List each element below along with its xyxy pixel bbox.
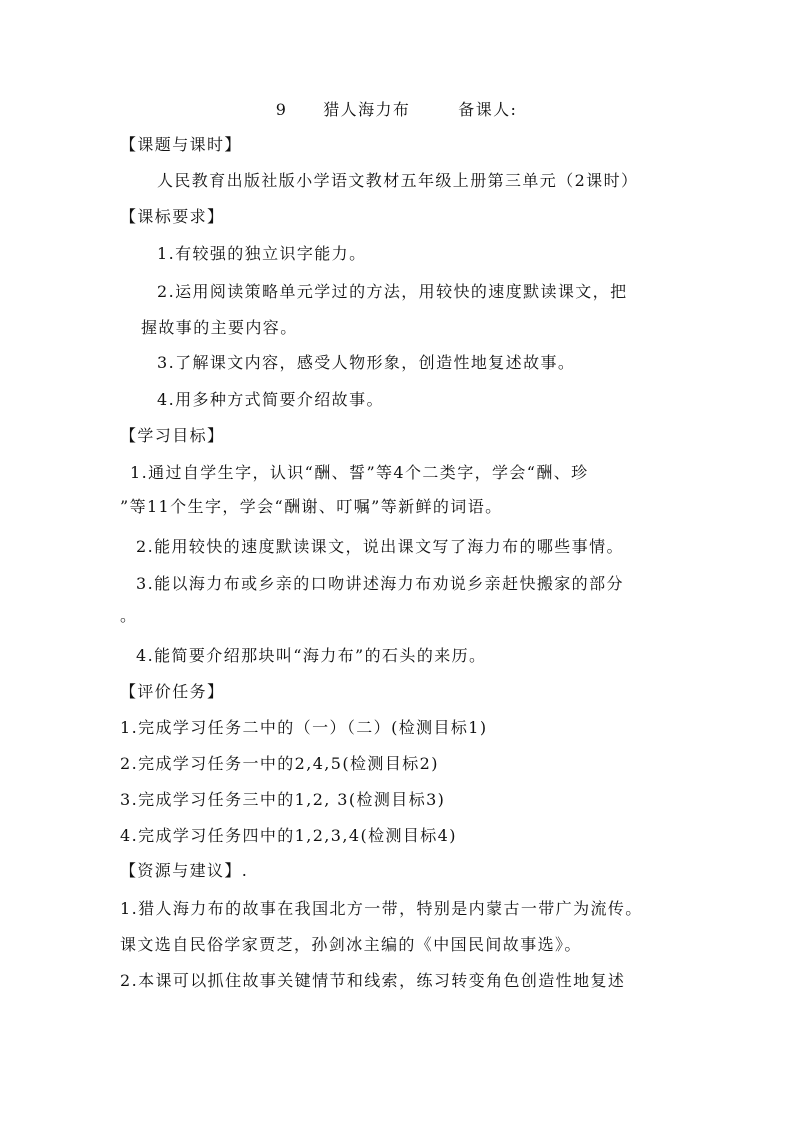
goal-item: 2.能用较快的速度默读课文，说出课文写了海力布的哪些事情。 (136, 537, 624, 556)
lesson-name: 猎人海力布 (323, 100, 411, 119)
section-heading-resources: 【资源与建议】. (120, 861, 249, 880)
goal-item: 1.通过自学生字，认识“酬、誓”等4个二类字，学会“酬、珍 (130, 463, 589, 482)
standard-item-continued: 握故事的主要内容。 (141, 318, 298, 337)
eval-item: 4.完成学习任务四中的1,2,3,4(检测目标4) (120, 826, 457, 845)
preparer-label: 备课人: (458, 100, 518, 119)
standard-item: 1.有较强的独立识字能力。 (157, 244, 367, 263)
resource-item: 1.猎人海力布的故事在我国北方一带，特别是内蒙古一带广为流传。 (120, 899, 643, 918)
section-heading-topic: 【课题与课时】 (120, 135, 242, 154)
standard-item: 2.运用阅读策略单元学过的方法，用较快的速度默读课文，把 (157, 282, 628, 301)
eval-item: 3.完成学习任务三中的1,2, 3(检测目标3) (120, 790, 446, 809)
goal-item-continued: 。 (120, 606, 138, 625)
section-heading-eval: 【评价任务】 (120, 682, 225, 701)
goal-item: 4.能简要介绍那块叫“海力布”的石头的来历。 (136, 646, 487, 665)
standard-item: 4.用多种方式简要介绍故事。 (157, 390, 384, 409)
goal-item: 3.能以海力布或乡亲的口吻讲述海力布劝说乡亲赶快搬家的部分 (136, 574, 624, 593)
section-heading-standards: 【课标要求】 (120, 207, 225, 226)
resource-item: 2.本课可以抓住故事关键情节和线索，练习转变角色创造性地复述 (120, 971, 626, 990)
standard-item: 3.了解课文内容，感受人物形象，创造性地复述故事。 (157, 353, 576, 372)
eval-item: 1.完成学习任务二中的（一）（二）(检测目标1) (120, 718, 488, 737)
resource-item-continued: 课文选自民俗学家贾芝，孙剑冰主编的《中国民间故事选》。 (120, 935, 582, 954)
section-heading-goals: 【学习目标】 (120, 426, 225, 445)
goal-item-continued: ”等11个生字，学会“酬谢、叮嘱”等新鲜的词语。 (120, 497, 503, 516)
lesson-number: 9 (275, 100, 288, 119)
topic-text: 人民教育出版社版小学语文教材五年级上册第三单元（2课时） (157, 171, 639, 190)
page-title (0, 99, 793, 121)
eval-item: 2.完成学习任务一中的2,4,5(检测目标2) (120, 754, 439, 773)
